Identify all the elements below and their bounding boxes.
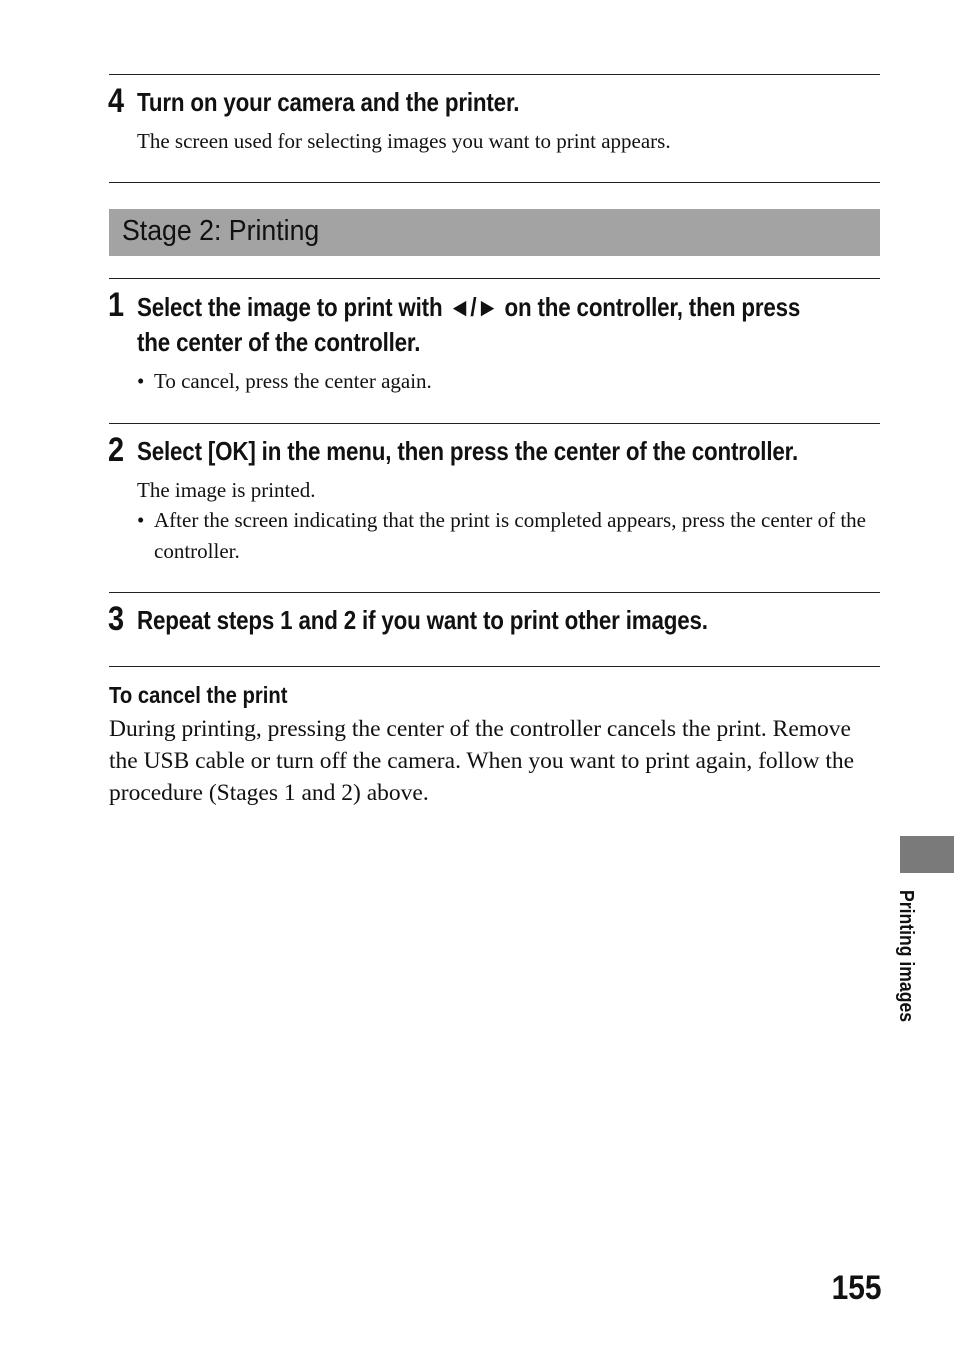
step-4-heading: Turn on your camera and the printer.	[137, 87, 520, 117]
step-4-body: The screen used for selecting images you want to print appears.	[137, 129, 671, 153]
rule-before-step-3	[109, 592, 880, 593]
cancel-heading: To cancel the print	[109, 682, 288, 708]
cancel-paragraph: During printing, pressing the center of the controller cancels the print. Remove the USB cable or turn off the camera. When you want to print again, follow the procedure (Stages 1 and 2) above.	[109, 716, 855, 806]
step-2-bullet-text: After the screen indicating that the print is completed appears, press the center of the controller.	[154, 508, 866, 563]
rule-top	[109, 74, 880, 75]
step-1-heading: Select the image to print with ◄/► on the controller, then press the center of the controller.	[137, 292, 801, 357]
rule-after-step-4	[109, 182, 880, 183]
rule-before-step-1	[109, 278, 880, 279]
step-2-body: The image is printed.	[137, 478, 316, 502]
stage-2-banner	[109, 209, 880, 256]
step-3-heading: Repeat steps 1 and 2 if you want to print other images.	[137, 605, 708, 635]
chapter-side-label	[892, 890, 922, 1060]
step-4-number: 4	[108, 82, 125, 120]
bullet-dot: •	[137, 369, 145, 393]
step-1-number: 1	[108, 286, 125, 324]
step-1-bullet-text: To cancel, press the center again.	[154, 369, 432, 393]
step-3-number: 3	[108, 600, 125, 638]
step-1-bullet	[137, 366, 867, 397]
step-2-number: 2	[108, 431, 125, 469]
chapter-tab	[900, 836, 954, 873]
rule-after-step-3	[109, 666, 880, 667]
step-2-bullet	[137, 505, 867, 567]
step-2-heading: Select [OK] in the menu, then press the center of the controller.	[137, 436, 798, 466]
stage-2-title: Stage 2: Printing	[122, 215, 320, 247]
page-number: 155	[831, 1269, 882, 1307]
bullet-dot: •	[137, 508, 145, 532]
chapter-side-label-text: Printing images	[895, 890, 917, 1023]
rule-before-step-2	[109, 423, 880, 424]
